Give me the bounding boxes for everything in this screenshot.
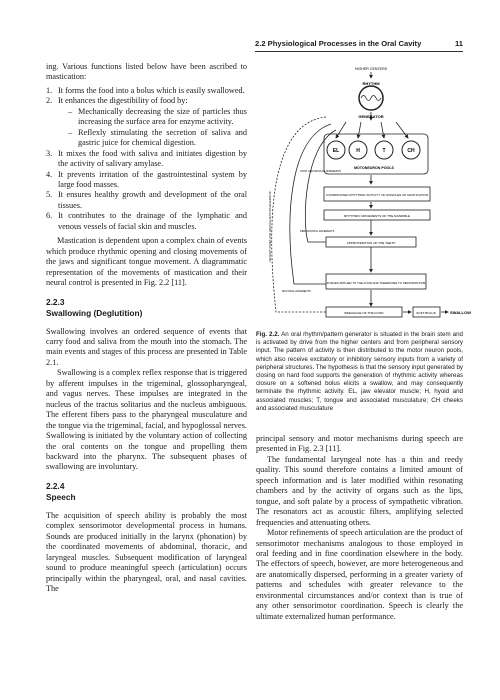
label-rhythm: RHYTHM xyxy=(362,81,380,86)
section-number-2-2-3: 2.2.3 xyxy=(46,296,65,307)
list-item xyxy=(46,170,247,191)
pool-label-h: H xyxy=(356,148,360,154)
box-text: COORDINATED RHYTHMIC ACTIVITY OF MUSCLES OF MASTICATION xyxy=(325,193,429,197)
speech-paragraph-4: Motor refinements of speech articulation are the product of sensorimotor mechanisms analogous to those employed in oral feeding and in fine coordination elsewhere in the body. The effectors of speech, however, are more heterogeneous and are anatomically dispersed, performing in a greater variety of patterns and schedules with greater relevance to the environmental circumstances and/or context than is true of any other sensorimotor coordination. Speech is clearly the ultimate externalized human performance. xyxy=(256,528,463,621)
section-number-2-2-4: 2.2.4 xyxy=(46,480,65,491)
mastication-functions-list xyxy=(46,86,247,232)
swallowing-paragraph-2: Swallowing is a complex reflex response that is triggered by afferent impulses in the trigeminal, glossopharyngeal, and vagus nerves. These impulses are integrated in the nucleus of the tractus solitarius and the nucleus ambiguous. The efferent fibers pass to the pharyngeal musculature and the tongue via the trigeminal, facial, and hypoglossal nerves. Swallowing is initiated by the voluntary action of collecting the oral contents on the tongue and propelling them backward into the pharynx. The subsequent phases of swallowing are involuntary. xyxy=(46,368,247,472)
running-header xyxy=(255,37,463,50)
list-item xyxy=(46,211,247,232)
pool-label-ch: CH xyxy=(407,148,415,154)
list-number: 5. xyxy=(46,190,53,200)
speech-paragraph-3: The fundamental laryngeal note has a thin and reedy quality. This sound therefore contains a limited amount of speech information and is later modified within resonating chambers and by the activity of organs such as the lips, tongue, and soft palate by a process of sympathetic vibration. The resonators act as acoustic filters, amplifying selected frequencies and attenuating others. xyxy=(256,454,463,527)
arrow-to-t xyxy=(381,122,384,138)
list-text: It enhances the digestibility of food by: xyxy=(58,96,188,106)
speech-paragraph-2: principal sensory and motor mechanisms during speech are presented in Fig. 2.3 [11]. xyxy=(256,434,463,454)
figure-caption xyxy=(256,331,463,413)
section-title-swallowing: Swallowing (Deglutition) xyxy=(46,307,143,318)
speech-paragraph-1: The acquisition of speech ability is probably the most complex sensorimotor developmental process in humans. Sounds are produced initially in the larynx (phonation) by the coordinated movements of abdominal, thoracic, and laryngeal muscles. Subsequent modification of laryngeal sound to produce meaningful speech (articulation) occurs principally within the pharyngeal, oral, and nasal cavities. The xyxy=(46,510,247,594)
left-column xyxy=(46,62,247,594)
section-title-speech: Speech xyxy=(46,491,76,502)
side-label-joint-muscle: JOINT AND MUSCLE AFFERENTS xyxy=(300,170,342,173)
list-item xyxy=(46,149,247,170)
box-text: FORCES APPLIED TO THE FOOD AND THEREFORE TO PERIODONTIUM xyxy=(326,281,426,285)
sub-list-text: Reflexly stimulating the secretion of saliva and gastric juice for chemical digestion. xyxy=(78,127,247,148)
caption-text: An oral rhythm/pattern generator is situated in the brain stem and is activated by drive from the higher centers and from peripheral sensory input. The pattern of activity is then distributed to the motor neuron pools, which also receive excitatory or inhibitory sensory inputs from a variety of peripheral structures. The hypothesis is that the sensory input generated by closing on hard food supports the generation of rhythmic activity whereas closure on a softened bolus elicits a swallow, and may consequently terminate the rhythmic activity. EL, jaw elevator muscle; H, hyoid and associated muscles; T, tongue and associated musculature; CH cheeks and associated musculature xyxy=(256,331,463,412)
list-item xyxy=(46,86,247,96)
list-text: It contributes to the drainage of the lymphatic and venous vessels of facial skin and muscles. xyxy=(58,211,247,231)
arrow-to-el xyxy=(336,122,346,138)
list-number: 3. xyxy=(46,148,53,158)
feedback-loop-middle xyxy=(290,124,331,284)
list-text: It forms the food into a bolus which is easily swallowed. xyxy=(58,85,245,95)
sub-list-text: Mechanically decreasing the size of particles thus increasing the surface area for enzyme activity. xyxy=(78,106,247,127)
arrow-to-h xyxy=(358,122,361,138)
feedback-loop-outer xyxy=(272,117,326,312)
label-motoneuron-pools: MOTONEURON POOLS xyxy=(354,166,394,170)
pool-label-el: EL xyxy=(332,148,340,154)
figure-2-2-diagram xyxy=(256,62,471,327)
box-text: APPROXIMATION OF THE TEETH xyxy=(346,241,396,245)
side-label-periodontal: PERIODONTAL AFFERENTS xyxy=(300,230,335,233)
intro-paragraph: ing. Various functions listed below have been ascribed to mastication: xyxy=(46,62,247,82)
box-text: SOFT BOLUS xyxy=(416,311,436,315)
mastication-paragraph: Mastication is dependent upon a complex chain of events which produce rhythmic opening and closing movements of the jaws and significant tongue movement. A diagrammatic representation of the movements of mastication and their neural control is presented in Fig. 2.2 [11]. xyxy=(46,236,247,288)
sub-list xyxy=(58,107,247,149)
list-item xyxy=(46,96,247,148)
figure-label: Fig. 2.2. xyxy=(256,331,280,338)
list-text: It ensures healthy growth and development of the oral tissues. xyxy=(58,190,247,210)
header-rule xyxy=(255,51,463,52)
side-label-mucosal: MUCOSAL AFFERENTS xyxy=(282,290,311,293)
list-number: 1. xyxy=(46,85,53,95)
right-column xyxy=(256,434,463,622)
label-higher-centers: HIGHER CENTERS xyxy=(354,67,388,71)
running-header-title: 2.2 Physiological Processes in the Oral Cavity xyxy=(255,39,422,48)
list-text: It prevents irritation of the gastrointestinal system by large food masses. xyxy=(58,169,247,189)
side-label-sensory-stimuli: SENSORY STIMULI INFLUENCING RHYTHM GENERATOR xyxy=(269,191,272,262)
list-text: It mixes the food with saliva and initiates digestion by the activity of salivary amylase. xyxy=(58,148,247,169)
list-number: 2. xyxy=(46,96,53,106)
list-number: 6. xyxy=(46,211,53,221)
box-text: RHYTHMIC MOVEMENTS OF THE MANDIBLE xyxy=(344,214,410,218)
page-number: 11 xyxy=(454,39,463,48)
pool-label-t: T xyxy=(382,148,386,154)
label-swallow: SWALLOW xyxy=(450,310,471,315)
sub-list-item: – Reflexly stimulating the secretion of saliva and gastric juice for chemical digestion. xyxy=(68,127,247,148)
list-number: 4. xyxy=(46,169,53,179)
label-generator: GENERATOR xyxy=(358,114,384,119)
box-text: BREAKAGE OF THE FOOD xyxy=(344,311,384,315)
swallowing-paragraph-1: Swallowing involves an ordered sequence of events that carry food and saliva from the mouth into the stomach. The main events and stages of this process are presented in Table 2.1. xyxy=(46,326,247,367)
sub-list-item: – Mechanically decreasing the size of particles thus increasing the surface area for enzyme activity. xyxy=(68,106,247,127)
list-item xyxy=(46,190,247,211)
arrow-to-ch xyxy=(396,122,408,138)
